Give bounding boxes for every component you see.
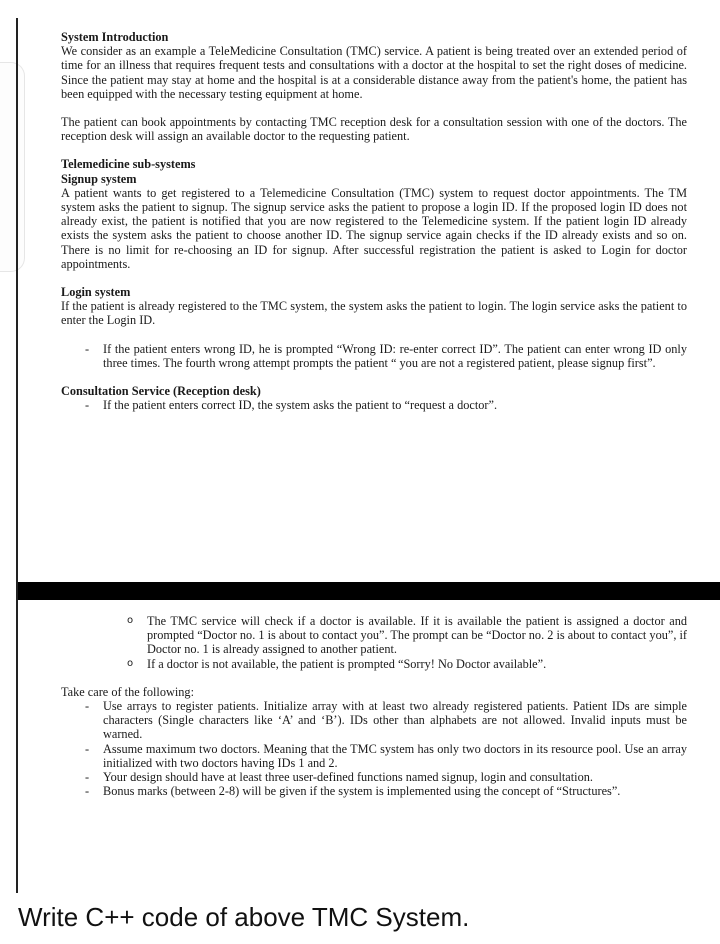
care-bullet-text: Use arrays to register patients. Initialize array with at least two already registered patients. Patient IDs are simple characters (Single characters like ‘A’ and ‘B’). IDs other than alphabets are not allowed. Invalid inputs must be warned. bbox=[103, 699, 687, 742]
consultation-bullet-text: If the patient enters correct ID, the system asks the patient to “request a doctor”. bbox=[103, 398, 498, 413]
care-bullet bbox=[61, 742, 687, 770]
care-bullet-text: Bonus marks (between 2-8) will be given if the system is implemented using the concept of “Structures”. bbox=[103, 784, 621, 799]
unavailable-sub-bullet bbox=[61, 657, 687, 671]
document-left-border bbox=[16, 18, 18, 893]
care-bullet bbox=[61, 770, 687, 784]
consultation-bullet bbox=[61, 398, 687, 412]
question-caption: Write C++ code of above TMC System. bbox=[18, 902, 470, 932]
intro-paragraph: We consider as an example a TeleMedicine Consultation (TMC) service. A patient is being treated over an extended period of time for an illness that requires frequent tests and consultations with a doctor at the hospital to set the right doses of medicine. Since the patient may stay at home and the hospital is at a considerable distance away from the patient's home, the patient has been equipped with the necessary testing equipment at home. bbox=[61, 44, 687, 101]
booking-paragraph: The patient can book appointments by contacting TMC reception desk for a consultation session with one of the doctors. The reception desk will assign an available doctor to the requesting patient. bbox=[61, 115, 687, 144]
signup-paragraph: A patient wants to get registered to a Telemedicine Consultation (TMC) system to request doctor appointments. The TM system asks the patient to signup. The signup service asks the patient to propose a login ID. If the proposed login ID does not already exist, the patient is notified that you are now registered to the Telemedicine system. If the patient login ID already exists the system asks the patient to choose another ID. The signup service again checks if the ID already exists and so on. There is no limit for re-choosing an ID for signup. After successful registration the patient is asked to Login for doctor appointments. bbox=[61, 185, 687, 271]
signup-heading: Signup system bbox=[61, 171, 137, 186]
dash-bullet-icon: - bbox=[85, 741, 90, 756]
dash-bullet-icon: - bbox=[85, 699, 90, 714]
circle-bullet-icon: o bbox=[127, 657, 134, 669]
availability-sub-bullet bbox=[61, 614, 687, 657]
document-section-1 bbox=[61, 30, 687, 412]
dash-bullet-icon: - bbox=[85, 770, 90, 785]
login-paragraph: If the patient is already registered to the TMC system, the system asks the patient to login. The login service asks the patient to enter the Login ID. bbox=[61, 299, 687, 328]
circle-bullet-icon: o bbox=[127, 615, 134, 626]
subsystems-heading: Telemedicine sub-systems bbox=[61, 157, 196, 172]
page-break-bar bbox=[18, 582, 720, 600]
document-section-2 bbox=[61, 614, 687, 798]
dash-bullet-icon: - bbox=[85, 398, 90, 413]
intro-heading: System Introduction bbox=[61, 30, 169, 44]
sub-bullet-text: The TMC service will check if a doctor is available. If it is available the patient is assigned a doctor and prompted “Doctor no. 1 is about to contact you”. The prompt can be “Doctor no. 2 is about to contact you”, if Doctor no. 1 is already assigned to another patient. bbox=[147, 614, 687, 657]
login-heading: Login system bbox=[61, 285, 131, 300]
care-bullet-text: Your design should have at least three user-defined functions named signup, login and consultation. bbox=[103, 770, 593, 785]
sub-bullet-text: If a doctor is not available, the patient is prompted “Sorry! No Doctor available”. bbox=[147, 656, 547, 671]
dash-bullet-icon: - bbox=[85, 784, 90, 799]
login-bullet-text: If the patient enters wrong ID, he is prompted “Wrong ID: re-enter correct ID”. The patient can enter wrong ID only three times. The fourth wrong attempt prompts the patient “ you are not a registered patient, please signup first”. bbox=[103, 341, 687, 370]
care-bullet bbox=[61, 784, 687, 798]
care-bullet-text: Assume maximum two doctors. Meaning that the TMC system has only two doctors in its resource pool. Use an array initialized with two doctors having IDs 1 and 2. bbox=[103, 741, 687, 770]
side-tab-shadow bbox=[0, 62, 25, 272]
consultation-heading: Consultation Service (Reception desk) bbox=[61, 384, 261, 399]
dash-bullet-icon: - bbox=[85, 341, 90, 356]
login-bullet bbox=[61, 342, 687, 370]
care-heading: Take care of the following: bbox=[61, 684, 194, 699]
care-bullet bbox=[61, 699, 687, 742]
